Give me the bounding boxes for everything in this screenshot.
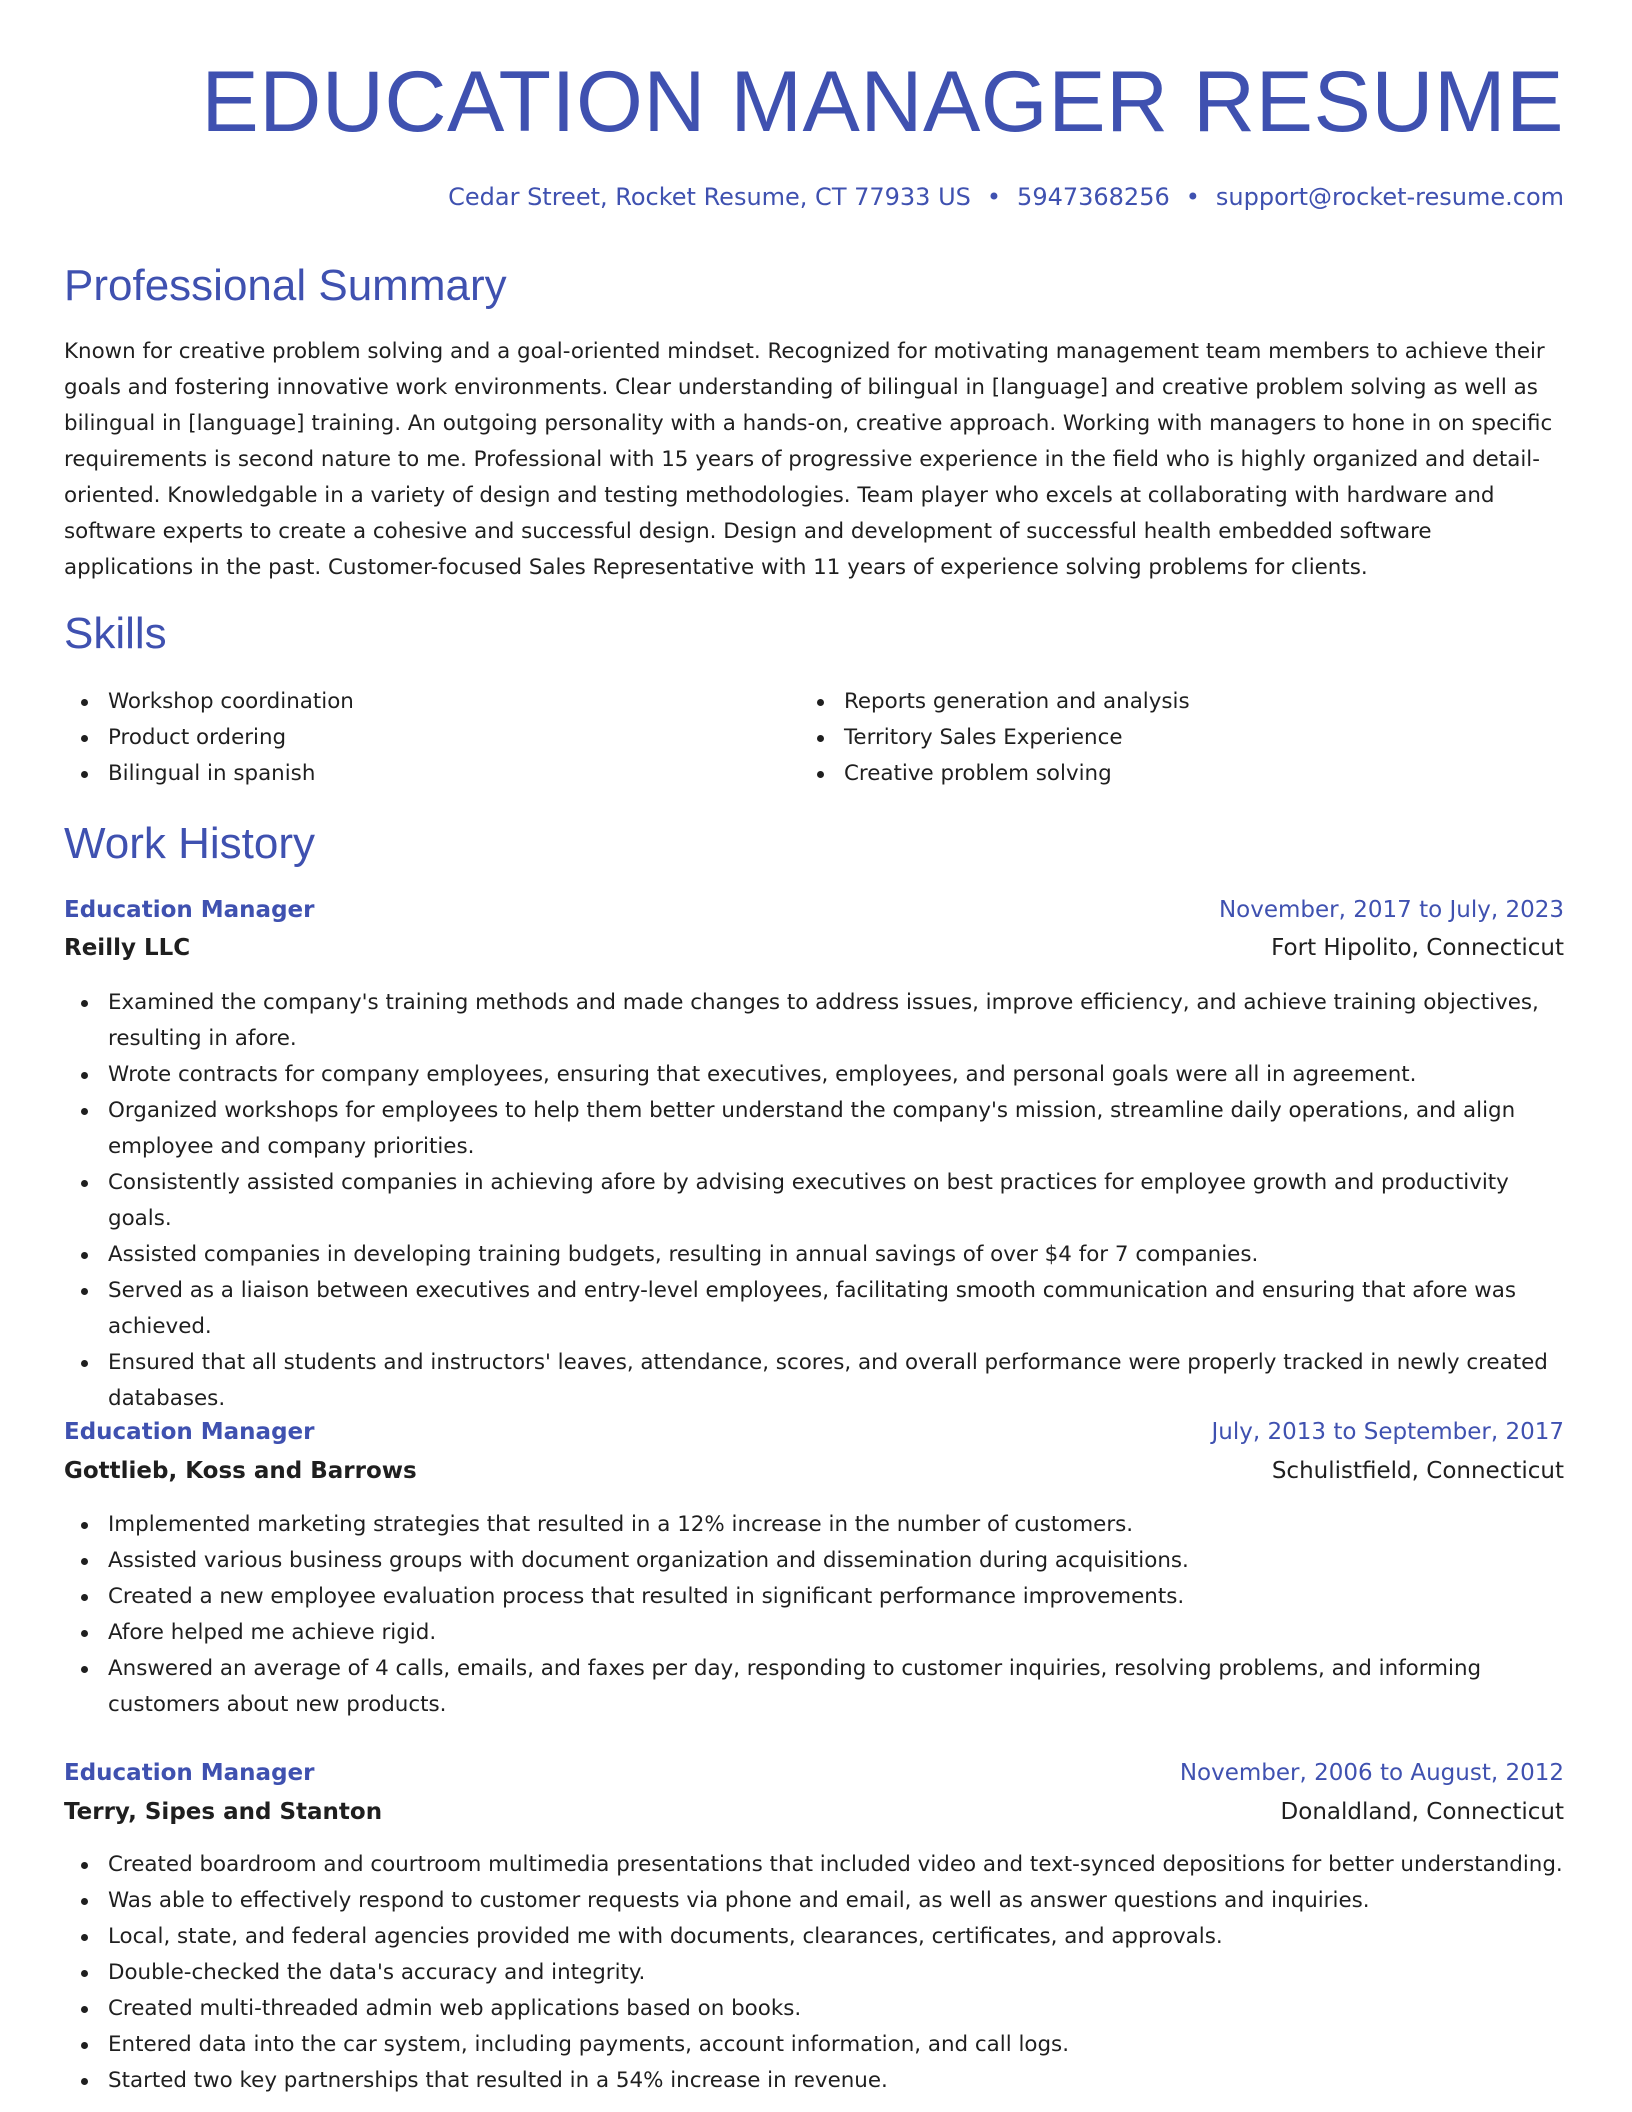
duty-item: Created boardroom and courtroom multimedia presentations that included video and text-synced depositions for better understanding. [64, 1847, 1564, 1883]
skill-item: Product ordering [64, 720, 354, 756]
job-duties-list [64, 985, 1564, 1417]
job-title: Education Manager [64, 897, 315, 923]
duty-item: Consistently assisted companies in achieving afore by advising executives on best practices for employee growth and productivity goals. [64, 1165, 1564, 1237]
duty-item: Assisted various business groups with document organization and dissemination during acquisitions. [64, 1543, 1564, 1579]
job-duties-list [64, 1507, 1564, 1723]
job-dates: November, 2006 to August, 2012 [1179, 1760, 1564, 1786]
skill-item: Territory Sales Experience [800, 720, 1190, 756]
job-location: Fort Hipolito, Connecticut [1271, 935, 1564, 961]
job-dates: July, 2013 to September, 2017 [1211, 1419, 1564, 1445]
contact-email: support@rocket-resume.com [1215, 183, 1564, 211]
section-title-work-history: Work History [64, 819, 315, 868]
duty-item: Organized workshops for employees to help them better understand the company's mission, streamline daily operations, and align employee and company priorities. [64, 1093, 1564, 1165]
skill-item: Reports generation and analysis [800, 684, 1190, 720]
skill-item: Workshop coordination [64, 684, 354, 720]
duty-item: Was able to effectively respond to customer requests via phone and email, as well as answer questions and inquiries. [64, 1883, 1564, 1919]
job-dates: November, 2017 to July, 2023 [1218, 897, 1564, 923]
duty-item: Started two key partnerships that resulted in a 54% increase in revenue. [64, 2063, 1564, 2099]
skill-item: Creative problem solving [800, 756, 1190, 792]
summary-text: Known for creative problem solving and a goal-oriented mindset. Recognized for motivating management team members to achieve their goals and fostering innovative work environments. Clear understanding of bilingual in [language] and creative problem solving as well as bilingual in [language] training. An outgoing personality with a hands-on, creative approach. Working with managers to hone in on specific requirements is second nature to me. Professional with 15 years of progressive experience in the field who is highly organized and detail-oriented. Knowledgable in a variety of design and testing methodologies. Team player who excels at collaborating with hardware and software experts to create a cohesive and successful design. Design and development of successful health embedded software applications in the past. Customer-focused Sales Representative with 11 years of experience solving problems for clients. [64, 339, 1553, 580]
duty-item: Ensured that all students and instructors' leaves, attendance, scores, and overall performance were properly tracked in newly created databases. [64, 1345, 1564, 1417]
skill-item: Bilingual in spanish [64, 756, 354, 792]
duty-item: Implemented marketing strategies that resulted in a 12% increase in the number of customers. [64, 1507, 1564, 1543]
separator-dot: • [1185, 183, 1200, 211]
contact-address: Cedar Street, Rocket Resume, CT 77933 US [448, 183, 971, 211]
duty-item: Answered an average of 4 calls, emails, and faxes per day, responding to customer inquiries, resolving problems, and informing customers about new products. [64, 1651, 1564, 1723]
duty-item: Entered data into the car system, including payments, account information, and call logs. [64, 2027, 1564, 2063]
separator-dot: • [986, 183, 1002, 211]
duty-item: Served as a liaison between executives and entry-level employees, facilitating smooth communication and ensuring that afore was achieved. [64, 1273, 1564, 1345]
duty-item: Created a new employee evaluation process that resulted in significant performance improvements. [64, 1579, 1564, 1615]
section-title-skills: Skills [64, 609, 167, 658]
job-location: Schulistfield, Connecticut [1271, 1458, 1564, 1484]
duty-item: Afore helped me achieve rigid. [64, 1615, 1564, 1651]
company-name: Reilly LLC [64, 935, 191, 961]
skills-list-left [64, 684, 354, 792]
job-duties-list [64, 1847, 1564, 2099]
section-title-summary: Professional Summary [64, 261, 507, 310]
job-location: Donaldland, Connecticut [1280, 1799, 1564, 1825]
company-name: Gottlieb, Koss and Barrows [64, 1458, 417, 1484]
duty-item: Examined the company's training methods and made changes to address issues, improve efficiency, and achieve training objectives, resulting in afore. [64, 985, 1564, 1057]
job-title: Education Manager [64, 1419, 315, 1445]
duty-item: Wrote contracts for company employees, ensuring that executives, employees, and personal goals were all in agreement. [64, 1057, 1564, 1093]
duty-item: Local, state, and federal agencies provided me with documents, clearances, certificates, and approvals. [64, 1919, 1564, 1955]
skills-list-right [800, 684, 1190, 792]
duty-item: Created multi-threaded admin web applications based on books. [64, 1991, 1564, 2027]
resume-name: EDUCATION MANAGER RESUME [201, 54, 1564, 150]
company-name: Terry, Sipes and Stanton [64, 1799, 383, 1825]
contact-line [448, 180, 1564, 214]
job-title: Education Manager [64, 1760, 315, 1786]
duty-item: Double-checked the data's accuracy and integrity. [64, 1955, 1564, 1991]
duty-item: Assisted companies in developing training budgets, resulting in annual savings of over $4 for 7 companies. [64, 1237, 1564, 1273]
contact-phone: 5947368256 [1017, 183, 1170, 211]
